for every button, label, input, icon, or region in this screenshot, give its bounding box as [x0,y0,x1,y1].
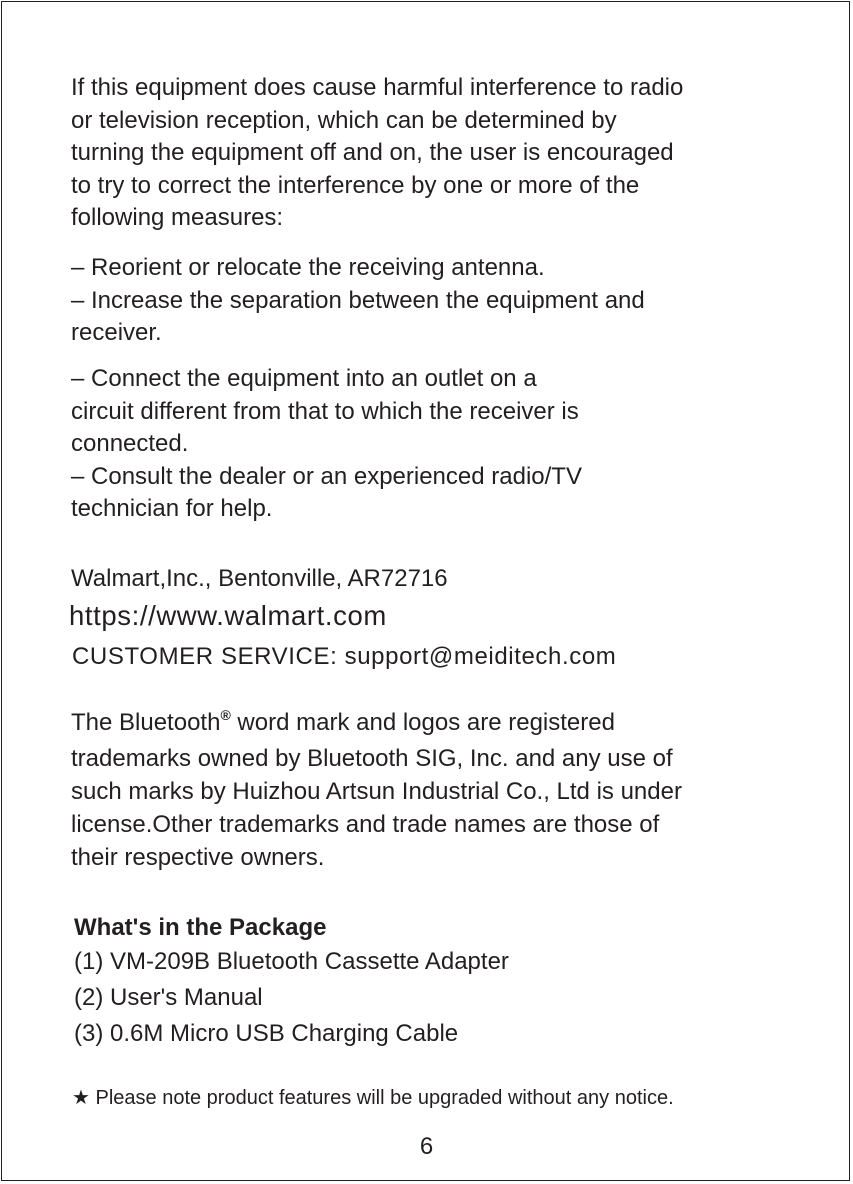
page-number: 6 [419,1133,434,1160]
trademark-text: The Bluetooth [71,709,221,736]
measures-list-2 [71,363,582,526]
trademark-paragraph [71,706,682,874]
company-address: Walmart,Inc., Bentonville, AR72716 [71,565,448,592]
package-item: (1) VM-209B Bluetooth Cassette Adapter [74,948,509,975]
measure-item: technician for help. [71,495,273,522]
measure-item: connected. [71,430,189,457]
package-item: (2) User's Manual [74,984,263,1011]
registered-mark: ® [220,707,231,723]
text-line: to try to correct the interference by one or more of the [71,171,640,199]
text-line: or television reception, which can be determined by [71,106,617,134]
text-line: turning the equipment off and on, the user is encouraged [71,139,674,166]
upgrade-note: ★ Please note product features will be upgraded without any notice. [72,1087,674,1109]
measure-item: – Reorient or relocate the receiving antenna. [71,254,545,281]
measures-list-1 [71,252,645,350]
text-line [71,706,682,742]
measure-item: circuit different from that to which the receiver is [71,397,579,425]
trademark-text: word mark and logos are registered [230,709,615,736]
package-heading: What's in the Package [74,914,327,941]
text-line: such marks by Huizhou Artsun Industrial Co., Ltd is under [71,778,682,805]
measure-item: – Consult the dealer or an experienced radio/TV [71,462,582,490]
measure-item: – Increase the separation between the equipment and [71,286,645,314]
interference-paragraph [71,72,683,235]
website-link[interactable]: https://www.walmart.com [69,600,387,631]
package-contents [74,912,509,1052]
text-line: If this equipment does cause harmful interference to radio [71,74,684,101]
text-line: license.Other trademarks and trade names are those of [71,811,660,838]
package-item: (3) 0.6M Micro USB Charging Cable [74,1020,459,1047]
text-line: following measures: [71,204,284,231]
measure-item: receiver. [71,319,162,346]
text-line: their respective owners. [71,844,325,871]
text-line: trademarks owned by Bluetooth SIG, Inc. and any use of [71,745,673,772]
measure-item: – Connect the equipment into an outlet on a [71,365,537,392]
customer-service-email[interactable]: CUSTOMER SERVICE: support@meiditech.com [72,643,617,670]
